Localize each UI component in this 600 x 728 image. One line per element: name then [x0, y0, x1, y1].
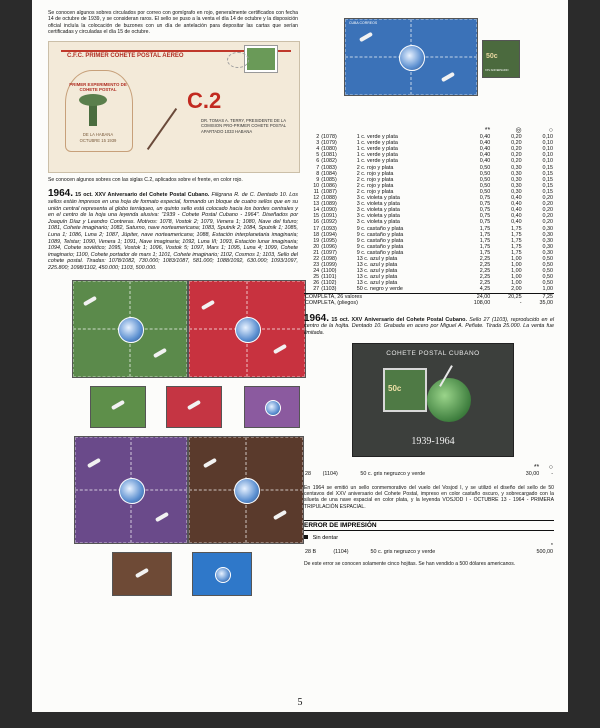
catalog-row: 3 (1079) 1 c. verde y plata 0,40 0,20 0,10 [316, 140, 553, 147]
fifty-cent-stamp [482, 40, 520, 78]
green-stamp-block [72, 280, 188, 378]
globe-icon [119, 478, 145, 504]
catalog-row: 7 (1083) 2 c. rojo y plata 0,50 0,30 0,15 [316, 164, 553, 171]
left-column [48, 10, 298, 620]
catalog-row: 18 (1094) 9 c. castaño y plata 1,75 1,75 0,30 [313, 231, 553, 238]
cover-address: DR. TOMAS A. TERRY, PRESIDENTE DE LA COMISION PRO-PRIMER COHETE POSTAL APARTADO 1033 HABANA [201, 118, 286, 134]
catalog-row: 22 (1098) 13 c. azul y plata 2,25 1,00 0,50 [313, 255, 553, 262]
catalog-row: 11 (1087) 2 c. rojo y plata 0,50 0,30 0,15 [313, 188, 553, 195]
earth-icon [427, 378, 471, 422]
catalog-row: 15 (1091) 3 c. violeta y plata 0,75 0,40 0,20 [313, 213, 553, 220]
issue-text: Filigrana R. de C. Dentado 10. Los sellos están impresos en una hoja de formato especial, formando un bloque de cuatro sellos que en su unión central representa al globo terráqueo, un quinto sello está colocado hacia los bordes centrales y en el centro de la hoja una leyenda alusiva: "1939 - Cohete Postal Cubano - 1964". Diseñados por Joaquín Díaz y Leandro Contreras. Motivos: 1078, Vostok 2; 1079, Venera 1; 1080, Nave del futuro; 1081, Cohete imaginario; 1082, Saturno, nave norteamericana; 1083, Sputnik 2; 1084, Sputnik 1; 1085, Luna 1; 1086, Luna 2; 1087, Júpiter, nave norteamericana; 1088, Estación interplanetaria imaginaria; 1089, Telstar; 1090, Venera 1; 1091, Nave imaginaria; 1092, Luna III; 1093, Estación lunar imaginaria; 1094, Cohete soviético; 1095, Vostok 1; 1096, Vostok 5; 1097, Mars 1; 1095, Luna 4; 1099, Cohete imaginario; 1100, Cohete portador de mars 1; 1101, Cohete imaginario; 1102, Cosmos 1; 1103, Sello del cohete postal. Tiradas: 1078/1082, 730.000; 1083/1087, 581.000; 1088/1092, 630.000; 1093/1097, 225.800; 1098/1102, 450.000; 1103, 500.000. [48, 192, 298, 272]
cover-cachet-text: PRIMER EXPERIMENTO DE COHETE POSTAL [69, 82, 127, 93]
globe-icon [235, 317, 261, 343]
catalog-row: 23 (1099) 13 c. azul y plata 2,25 1,00 0,50 [313, 262, 553, 269]
sheet-title: COHETE POSTAL CUBANO [386, 349, 480, 357]
sheetlet-header-postmarked: ○ [548, 463, 553, 471]
cover-cachet-date: OCTUBRE 15 1939 [79, 138, 117, 144]
catalog-row: 16 (1092) 3 c. violeta y plata 0,75 0,40 0,20 [313, 219, 553, 226]
issue-title: 15 oct. XXV Aniversario del Cohete Postal Cubano. [75, 192, 210, 199]
header-mint: ** [484, 127, 491, 134]
catalog-row: 13 (1089) 3 c. violeta y plata 0,75 0,40 0,20 [313, 201, 553, 208]
sheets-value-mint: 108,00 [473, 299, 491, 306]
catalog-row: 12 (1088) 3 c. violeta y plata 0,75 0,40 0,20 [313, 195, 553, 202]
rocket-icon [111, 399, 125, 409]
cover-cachet-place: DE LA HABANA [82, 132, 114, 138]
catalog-row: 10 (1086) 2 c. rojo y plata 0,50 0,30 0,15 [313, 182, 553, 189]
sheetlet-year: 1964. [304, 312, 330, 324]
complete-row [304, 293, 554, 300]
catalog-page [32, 0, 568, 712]
right-stamp-images [304, 10, 554, 98]
globe-icon [118, 317, 144, 343]
bullet-icon [304, 535, 308, 539]
error-table [304, 543, 554, 555]
rocket-icon [135, 567, 149, 577]
signature-stroke [147, 108, 177, 150]
complete-value-postmarked: 7,25 [542, 293, 553, 300]
sheet-stamp-value: 50c [388, 383, 402, 393]
sheet-years: 1939-1964 [411, 435, 455, 447]
complete-sheets-label: COMPLETA, (pliegos) [305, 299, 358, 306]
blue-single-stamp [192, 552, 252, 596]
violet-single-stamp [244, 386, 300, 428]
globe-icon [399, 45, 425, 71]
catalog-row: 4 (1080) 1 c. verde y plata 0,40 0,20 0,10 [316, 146, 553, 153]
sheetlet-paragraph [304, 312, 555, 337]
stamp-blocks [48, 280, 298, 620]
souvenir-sheet [352, 343, 514, 457]
catalog-row: 17 (1093) 9 c. castaño y plata 1,75 1,75 0,30 [313, 225, 553, 232]
globe-icon [234, 478, 260, 504]
catalog-row: 25 (1101) 13 c. azul y plata 2,25 1,00 0,50 [313, 274, 553, 281]
sheetlet-row: 28 (1104) 50 c. gris negruzco y verde 30,00 - [305, 470, 553, 477]
cover-caption: Se conocen algunos sobres con las siglas C.2, aplicados sobre el frente, en color rojo. [48, 177, 243, 184]
catalog-row: 5 (1081) 1 c. verde y plata 0,40 0,20 0,10 [316, 152, 553, 159]
header-postmarked: ○ [548, 127, 553, 134]
brown-stamp-block [188, 436, 304, 544]
error-subtitle: Sin dentar [312, 534, 339, 541]
rocket-icon [187, 399, 201, 409]
globe-icon [215, 567, 231, 583]
catalog-row: 20 (1096) 9 c. castaño y plata 1,75 1,75 0,30 [313, 243, 553, 250]
catalog-row: 2 (1078) 1 c. verde y plata 0,40 0,20 0,10 [316, 134, 553, 141]
page-number: 5 [297, 697, 303, 708]
cover-header: C.F.C. PRIMER COHETE POSTAL AEREO [67, 53, 184, 60]
blue-stamp-block [344, 18, 478, 96]
catalog-row: 26 (1102) 13 c. azul y plata 2,25 1,00 0,50 [313, 280, 553, 287]
stamp-caption: XXV ANIVERSARIO [485, 69, 509, 72]
catalog-row: 8 (1084) 2 c. rojo y plata 0,50 0,30 0,15 [316, 170, 553, 177]
catalog-table [304, 128, 554, 306]
intro-paragraph: Se conocen algunos sobres circulados por correo con gomígrafo en rojo, generalmente certificados con fecha 14 de octubre de 1939, y se consideran raros. El sello se puso a la venta el día 14 de octubre y la disposición oficial incluía la colocación de buzones con un día de antelación para depositar las cartas que serían certificadas y circuladas el día 15 de octubre. [48, 10, 298, 35]
sheetlet-text: Sello 27 (1103), reproducido en el centro de la hojita. Dentado 10. Grabada en acero por Miguel A. Peñate. Tirada 25.000. La venta fue limitada. [304, 316, 555, 336]
header-used: ◎ [515, 127, 522, 134]
stamp-country-label: CUBA CORREOS [349, 21, 378, 25]
sheetlet-catalog [304, 465, 554, 477]
brown-single-stamp [112, 552, 172, 596]
error-subtitle-row [304, 535, 554, 541]
green-single-stamp [90, 386, 146, 428]
red-single-stamp [166, 386, 222, 428]
stamp-value: 50c [486, 53, 498, 60]
catalog-row: 24 (1100) 13 c. azul y plata 2,25 1,00 0,50 [313, 268, 553, 275]
catalog-row: 14 (1090) 3 c. violeta y plata 0,75 0,40 0,20 [313, 207, 553, 214]
right-column [304, 10, 554, 567]
sheets-value-used: - [519, 299, 522, 306]
catalog-row: 27 (1103) 50 c. negro y verde 4,25 2,00 1,00 [313, 286, 553, 293]
complete-value-mint: 24,00 [476, 293, 491, 300]
error-row: 28 B (1104) 50 c. gris negruzco y verde 500,00 [305, 548, 553, 555]
catalog-row: 21 (1097) 9 c. castaño y plata 1,75 1,75 0,30 [313, 249, 553, 256]
issue-year: 1964. [48, 188, 74, 200]
catalog-row: 6 (1082) 1 c. verde y plata 0,40 0,20 0,10 [316, 158, 553, 165]
violet-stamp-block [74, 436, 188, 544]
cover-stamp [245, 46, 277, 72]
overprint-paragraph: En 1964 se emitió un sello conmemorativo del vuelo del Vosjod I, y se utilizó el diseño del sello de 50 centavos del XXV aniversario del Cohete Postal, impreso en color castaño oscuro, y sobrecargado con la silueta de una nave espacial en color plata, y la leyenda VOSJOD I - OCTUBRE 13 - 1964 - PRIMERA TRIPULACIÓN ESPACIAL. [304, 484, 554, 510]
error-section-title: ERROR DE IMPRESIÓN [304, 520, 554, 531]
red-stamp-block [188, 280, 306, 378]
sheetlet-title: 15 oct. XXV Aniversario del Cohete Postal Cubano. [331, 316, 467, 323]
error-note: De este error se conocen solamente cinco hojitas. Se han vendido a 500 dólares americanos. [304, 561, 516, 568]
issue-1964-paragraph [48, 188, 298, 272]
catalog-row: 19 (1095) 9 c. castaño y plata 1,75 1,75 0,30 [313, 237, 553, 244]
complete-label: COMPLETA, 26 valores [305, 293, 363, 300]
sheet-stamp [383, 368, 427, 412]
sheets-value-postmarked: 35,00 [539, 299, 553, 306]
cover-image [48, 41, 300, 173]
complete-value-used: 20,25 [508, 293, 522, 300]
cover-c2-mark: C.2 [187, 88, 222, 114]
globe-icon [265, 400, 281, 416]
catalog-body [304, 134, 554, 293]
error-header: * [550, 542, 553, 549]
catalog-row: 9 (1085) 2 c. rojo y plata 0,50 0,30 0,15 [316, 176, 553, 183]
complete-sheets-row [304, 300, 554, 306]
sheetlet-header-mint: ** [533, 463, 540, 471]
